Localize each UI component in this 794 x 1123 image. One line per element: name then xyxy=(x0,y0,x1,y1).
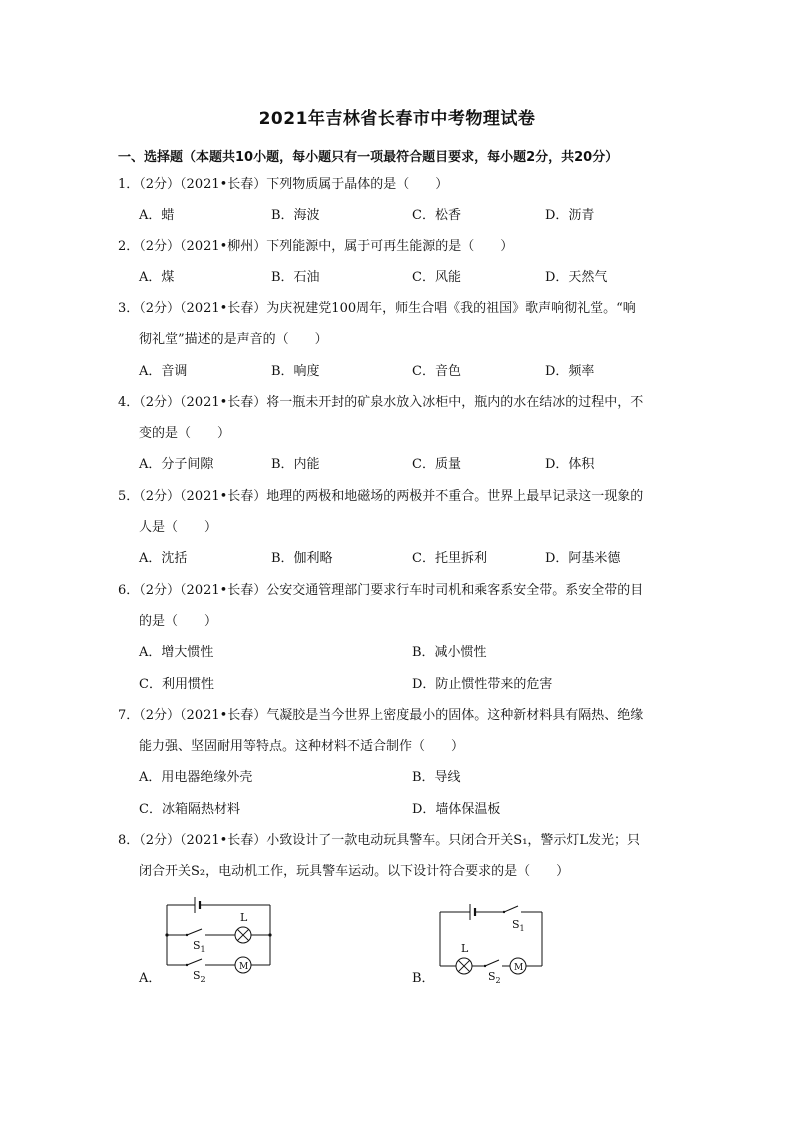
option-a: A．增大惯性 xyxy=(139,645,214,660)
option-a: A．音调 xyxy=(139,364,188,379)
option-d: D．阿基米德 xyxy=(545,551,621,566)
option-d: D．频率 xyxy=(545,364,595,379)
svg-text:S1 xyxy=(193,939,206,954)
svg-text:S1 xyxy=(512,918,525,933)
question-text: 5．（2分）（2021•长春）地理的两极和地磁场的两极并不重合。世界上最早记录这一现象的 xyxy=(118,489,644,504)
option-d: D．墙体保温板 xyxy=(412,802,501,817)
question-text-continued: 彻礼堂”描述的是声音的（ ） xyxy=(139,332,328,347)
option-b: B．减小惯性 xyxy=(412,645,487,660)
label-l: L xyxy=(240,911,248,924)
option-c: C．音色 xyxy=(412,364,461,379)
switch-s2 xyxy=(187,959,202,965)
switch-s1 xyxy=(187,929,202,935)
option-c: C．冰箱隔热材料 xyxy=(139,802,240,817)
svg-text:S2 xyxy=(488,970,501,985)
page-title: 2021年吉林省长春市中考物理试卷 xyxy=(258,109,536,129)
circuit-diagram-b xyxy=(430,900,555,985)
option-a: A．沈括 xyxy=(139,551,188,566)
label-s: S xyxy=(193,969,201,982)
option-b: B．海波 xyxy=(271,208,320,223)
circuit-diagram-a xyxy=(155,893,285,983)
question-text: 1．（2分）（2021•长春）下列物质属于晶体的是（ ） xyxy=(118,177,449,192)
label-subscript: 1 xyxy=(200,945,206,954)
question-text: 4．（2分）（2021•长春）将一瓶未开封的矿泉水放入冰柜中，瓶内的水在结冰的过程中，不 xyxy=(118,395,644,410)
question-text: 7．（2分）（2021•长春）气凝胶是当今世界上密度最小的固体。这种新材料具有隔热、绝缘 xyxy=(118,708,644,723)
option-c: C．质量 xyxy=(412,457,461,472)
option-d: D．体积 xyxy=(545,457,595,472)
option-b: B．导线 xyxy=(412,770,461,785)
label-s: S xyxy=(193,939,201,952)
question-text: 6．（2分）（2021•长春）公安交通管理部门要求行车时司机和乘客系安全带。系安全带的目 xyxy=(118,583,644,598)
label-subscript: 1 xyxy=(519,924,525,933)
label-l: L xyxy=(461,942,469,955)
option-a: A． xyxy=(139,971,162,986)
svg-text:S2 xyxy=(193,969,206,984)
option-b: B．内能 xyxy=(271,457,320,472)
question-text-continued: 人是（ ） xyxy=(139,520,218,535)
question-text-continued: 能力强、坚固耐用等特点。这种材料不适合制作（ ） xyxy=(139,739,465,754)
option-b: B．石油 xyxy=(271,270,320,285)
label-s: S xyxy=(512,918,520,931)
label-m: M xyxy=(514,963,524,973)
question-text: 8．（2分）（2021•长春）小致设计了一款电动玩具警车。只闭合开关S₁，警示灯L发光；只 xyxy=(118,833,641,848)
option-b: B．伽利略 xyxy=(271,551,333,566)
question-text-continued: 闭合开关S₂，电动机工作，玩具警车运动。以下设计符合要求的是（ ） xyxy=(139,864,570,879)
label-s: S xyxy=(488,970,496,983)
option-c: C．松香 xyxy=(412,208,461,223)
option-c: C．托里拆利 xyxy=(412,551,487,566)
option-d: D．天然气 xyxy=(545,270,608,285)
option-a: A．分子间隙 xyxy=(139,457,214,472)
switch-s1 xyxy=(504,906,518,912)
question-text-continued: 的是（ ） xyxy=(139,614,218,629)
label-subscript: 2 xyxy=(495,976,501,985)
section-heading: 一、选择题（本题共10小题，每小题只有一项最符合题目要求，每小题2分，共20分） xyxy=(118,150,619,165)
option-c: C．风能 xyxy=(412,270,461,285)
option-a: A．用电器绝缘外壳 xyxy=(139,770,253,785)
question-text: 2．（2分）（2021•柳州）下列能源中，属于可再生能源的是（ ） xyxy=(118,239,514,254)
option-c: C．利用惯性 xyxy=(139,677,214,692)
question-text: 3．（2分）（2021•长春）为庆祝建党100周年，师生合唱《我的祖国》歌声响彻礼堂。“响 xyxy=(118,301,636,316)
option-d: D．沥青 xyxy=(545,208,595,223)
question-text-continued: 变的是（ ） xyxy=(139,426,231,441)
label-m: M xyxy=(239,962,249,972)
label-subscript: 2 xyxy=(200,975,206,984)
option-a: A．煤 xyxy=(139,270,175,285)
option-b: B． xyxy=(412,971,435,986)
switch-s2 xyxy=(485,960,499,966)
option-a: A．蜡 xyxy=(139,208,175,223)
option-b: B．响度 xyxy=(271,364,320,379)
option-d: D．防止惯性带来的危害 xyxy=(412,677,553,692)
